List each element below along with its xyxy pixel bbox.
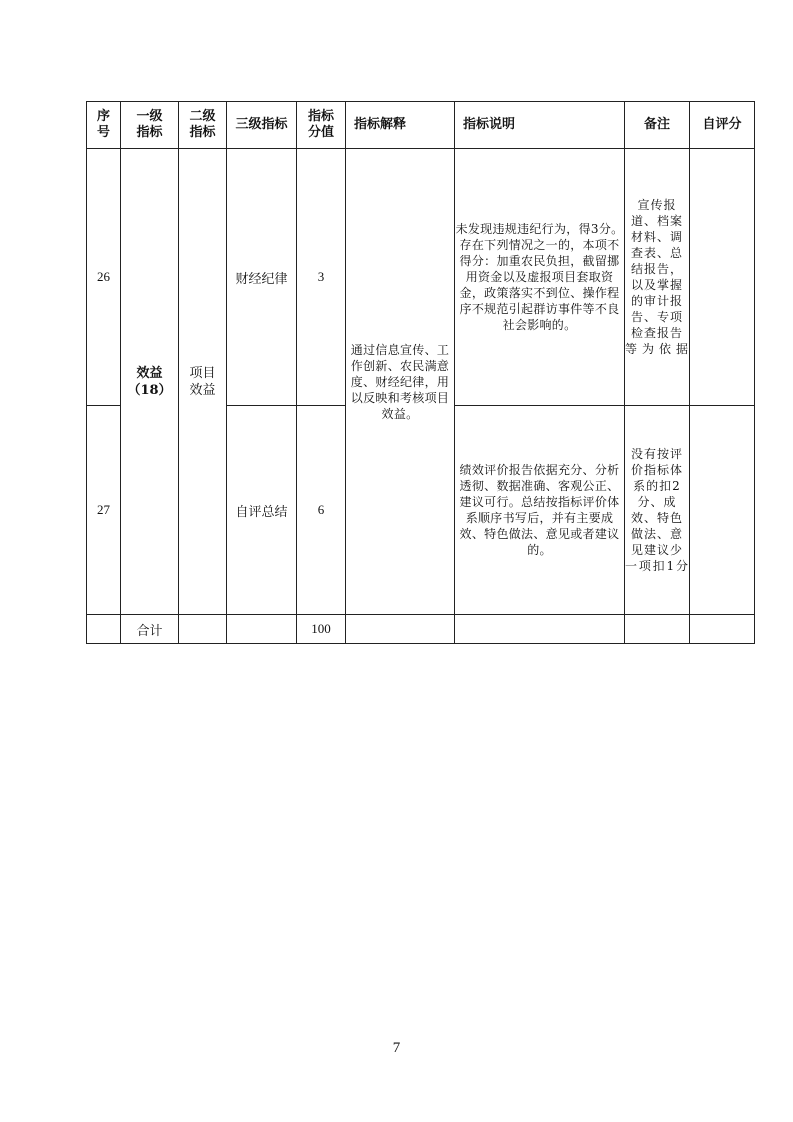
page-number: 7 (392, 1040, 401, 1056)
header-self-score: 自评分 (690, 102, 755, 149)
evaluation-table (86, 101, 755, 644)
indicator-explanation: 通过信息宣传、工作创新、农民满意度、财经纪律，用以反映和考核项目效益。 (346, 149, 455, 615)
total-row (87, 615, 755, 644)
header-level2: 二级 指标 (179, 102, 227, 149)
level3-indicator: 财经纪律 (227, 149, 297, 406)
header-level3: 三级指标 (227, 102, 297, 149)
level3-indicator: 自评总结 (227, 406, 297, 615)
self-score-cell[interactable] (690, 406, 755, 615)
header-level1: 一级 指标 (121, 102, 179, 149)
indicator-description: 绩效评价报告依据充分、分析透彻、数据准确、客观公正、建议可行。总结按指标评价体系顺序书写后，并有主要成效、特色做法、意见或者建议的。 (455, 406, 625, 615)
table-row (87, 149, 755, 406)
total-seq-cell (87, 615, 121, 644)
header-description: 指标说明 (455, 102, 625, 149)
row-seq: 26 (87, 149, 121, 406)
total-label: 合计 (121, 615, 179, 644)
total-self-score-cell[interactable] (690, 615, 755, 644)
table-header-row (87, 102, 755, 149)
total-empty-cell (179, 615, 227, 644)
level2-indicator: 项目 效益 (179, 149, 227, 615)
indicator-score: 3 (297, 149, 346, 406)
indicator-description: 未发现违规违纪行为，得3分。存在下列情况之一的，本项不得分：加重农民负担，截留挪用资金以及虚报项目套取资金，政策落实不到位、操作程序不规范引起群访事件等不良社会影响的。 (455, 149, 625, 406)
indicator-notes: 宣传报道、档案材料、调查表、总结报告，以及掌握的审计报告、专项检查报告等为依据 (625, 149, 690, 406)
level1-indicator: 效益 （18） (121, 149, 179, 615)
header-seq: 序 号 (87, 102, 121, 149)
header-notes: 备注 (625, 102, 690, 149)
indicator-notes: 没有按评价指标体系的扣2分、成效、特色做法、意见建议少一项扣1分 (625, 406, 690, 615)
total-empty-cell (625, 615, 690, 644)
row-seq: 27 (87, 406, 121, 615)
header-score: 指标 分值 (297, 102, 346, 149)
total-empty-cell (227, 615, 297, 644)
total-empty-cell (346, 615, 455, 644)
total-empty-cell (455, 615, 625, 644)
indicator-score: 6 (297, 406, 346, 615)
self-score-cell[interactable] (690, 149, 755, 406)
header-explanation: 指标解释 (346, 102, 455, 149)
total-score: 100 (297, 615, 346, 644)
